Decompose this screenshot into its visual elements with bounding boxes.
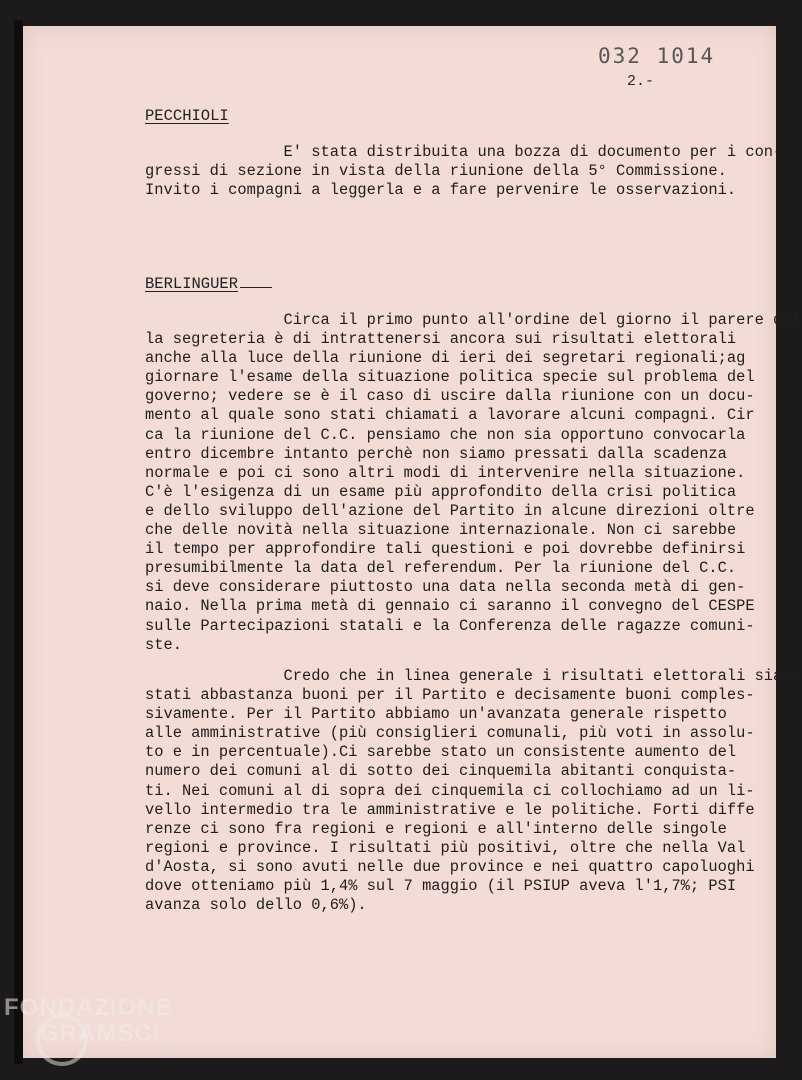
speaker-name: PECCHIOLI — [145, 107, 229, 125]
paragraph-pecchioli-1: E' stata distribuita una bozza di documento per i con- gressi di sezione in vista della riunione della 5° Commissione. Invito i compagni a leggerla e a fare pervenire le osservazioni. — [145, 143, 783, 200]
speaker-heading-pecchioli — [145, 107, 229, 126]
watermark-circle-icon — [36, 1014, 88, 1066]
speaker-heading-berlinguer — [145, 275, 272, 294]
page-shadow-edge — [14, 20, 23, 1064]
watermark-onlus: onlus — [160, 1050, 182, 1060]
watermark-line1: FONDAZIONE — [4, 994, 173, 1021]
paragraph-berlinguer-1: Circa il primo punto all'ordine del giorno il parere del la segreteria è di intrattenersi ancora sui risultati elettorali anche alla luce della riunione di ieri dei segretari regionali;ag giornare l'esame della situazione politica specie sul problema del governo; vedere se è il caso di uscire dalla riunione con un docu- mento al quale sono stati chiamati a lavorare alcuni compagni. Cir ca la riunione del C.C. pensiamo che non sia opportuno convocarla entro dicembre intanto perchè non siamo pressati dalla scadenza normale e poi ci sono altri modi di intervenire nella situazione. C'è l'esigenza di un esame più approfondito della crisi politica e dello sviluppo dell'azione del Partito in alcune direzioni oltre che delle novità nella situazione internazionale. Non ci sarebbe il tempo per approfondire tali questioni e poi dovrebbe definirsi presumibilmente la data del referendum. Per la riunione del C.C. si deve considerare piuttosto una data nella seconda metà di gen- naio. Nella prima metà di gennaio ci saranno il convegno del CESPE sulle Partecipazioni statali e la Conferenza delle ragazze comuni- ste. — [145, 311, 801, 654]
underline-tail — [240, 287, 272, 288]
watermark-line2: GRAMSCI — [40, 1020, 161, 1047]
page-number: 2.- — [627, 73, 655, 90]
archive-number: 032 1014 — [598, 44, 716, 68]
watermark-logo — [4, 994, 173, 1048]
paragraph-berlinguer-2: Credo che in linea generale i risultati elettorali siano stati abbastanza buoni per il Partito e decisamente buoni comples- sivamente. Per il Partito abbiamo un'avanzata generale rispetto alle amministrative (più consiglieri comunali, più voti in assolu- to e in percentuale).Ci sarebbe stato un consistente aumento del numero dei comuni al di sotto dei cinquemila abitanti conquista- ti. Nei comuni al di sopra dei cinquemila ci collochiamo ad un li- vello intermedio tra le amministrative e le politiche. Forti diffe renze ci sono fra regioni e regioni e all'interno delle singole regioni e province. I risultati più positivi, oltre che nella Val d'Aosta, si sono avuti nelle due province e nei quattro capoluoghi dove otteniamo più 1,4% sul 7 maggio (il PSIUP aveva l'1,7%; PSI avanza solo dello 0,6%). — [145, 667, 801, 915]
speaker-name: BERLINGUER — [145, 275, 239, 293]
